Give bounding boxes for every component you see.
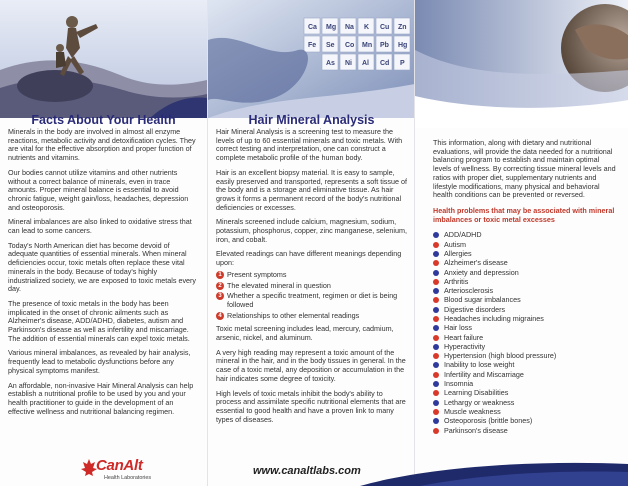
list-heading: Health problems that may be associated with mineral imbalances or toxic metal excesses [433,205,615,224]
column-health-problems [414,0,628,486]
health-problem-item [433,370,617,379]
health-problem-item [433,249,617,258]
health-problem-item [433,286,617,295]
bullet-dot-icon [433,390,439,396]
bullet-dot-icon [433,353,439,359]
number-badge: 2 [216,282,224,290]
facts-body [8,128,199,422]
health-problem-item [433,407,617,416]
health-problem-text: Arteriosclerosis [444,286,494,296]
numbered-item-text: Present symptoms [227,269,287,279]
logo-name: CanAlt [96,457,143,474]
health-problem-item [433,351,617,360]
health-problem-text: Heart failure [444,332,484,342]
svg-text:Mg: Mg [326,24,337,31]
svg-text:Hg: Hg [398,42,408,49]
health-problem-text: Inability to lose weight [444,360,515,370]
health-problem-text: Headaches including migraines [444,314,544,323]
svg-text:P: P [400,60,405,67]
bullet-dot-icon [433,279,439,285]
number-badge: 4 [216,312,224,320]
health-problem-text: Insomnia [444,379,474,389]
bullet-dot-icon [433,270,439,276]
bullet-dot-icon [433,242,439,248]
bullet-dot-icon [433,344,439,350]
svg-text:Cd: Cd [380,60,390,67]
bullet-dot-icon [433,260,439,266]
svg-text:K: K [364,24,370,31]
bullet-dot-icon [433,400,439,406]
bullet-dot-icon [433,418,439,424]
health-problem-item [433,323,617,332]
health-problem-text: Infertility and Miscarriage [444,369,524,379]
number-badge: 1 [216,271,224,279]
health-problem-item [433,295,617,304]
paragraph: A very high reading may represent a toxic amount of the mineral in the hair, and in the body tissues in general. In the case of a toxic metal, any deposition or accumulation in the hair indicates some degree of toxicity. [216,347,406,383]
health-problem-text: Blood sugar imbalances [444,295,521,305]
paragraph: Hair Mineral Analysis is a screening test to measure the levels of up to 60 essential minerals and toxic metals. With correct testing and interpretation, one can construct a complete metabolic profile of the human body. [216,127,403,163]
paragraph: Mineral imbalances are also linked to oxidative stress that can lead to some cancers. [8,217,192,236]
health-problem-item [433,416,617,425]
health-problem-text: Autism [444,239,466,249]
logo-subtitle: Health Laboratories [104,475,152,481]
health-problem-text: Lethargy or weakness [444,397,515,407]
numbered-item [216,312,407,321]
health-problem-text: ADD/ADHD [444,230,482,240]
numbered-item [216,271,407,280]
health-problem-text: Learning Disabilities [444,388,509,398]
svg-text:As: As [326,60,335,67]
numbered-item-text: The elevated mineral in question [227,280,331,290]
canalt-logo [80,456,200,482]
health-problem-item [433,258,617,267]
banner-globe [415,0,628,128]
health-problem-item [433,277,617,286]
paragraph: Elevated readings can have different meanings depending upon: [216,249,402,268]
health-problem-text: Muscle weakness [444,406,501,416]
health-problem-text: Digestive disorders [444,304,506,314]
health-problem-item [433,314,617,323]
bullet-dot-icon [433,362,439,368]
health-problem-item [433,379,617,388]
health-problems-body [433,139,617,435]
health-problem-item [433,398,617,407]
health-problem-text: Hair loss [444,323,472,333]
paragraph: Minerals screened include calcium, magnesium, sodium, potassium, phosphorus, copper, zinc manganese, selenium, iron, and cobalt. [216,217,407,244]
health-problem-text: Arthritis [444,276,469,286]
svg-text:Cu: Cu [380,24,390,31]
health-problem-item [433,360,617,369]
health-problem-item [433,388,617,397]
bullet-dot-icon [433,335,439,341]
bullet-dot-icon [433,232,439,238]
health-problem-text: Hypertension (high blood pressure) [444,351,557,361]
health-problem-text: Parkinson's disease [444,425,508,435]
svg-text:Ni: Ni [345,60,352,67]
health-problem-text: Hyperactivity [444,341,486,351]
health-problem-item [433,342,617,351]
banner-periodic-table [208,0,415,118]
bullet-dot-icon [433,307,439,313]
numbered-item-text: Relationships to other elemental readings [227,310,360,320]
health-problem-text: Anxiety and depression [444,267,519,277]
bullet-dot-icon [433,428,439,434]
paragraph: Toxic metal screening includes lead, mercury, cadmium, arsenic, nickel, and aluminum. [216,324,394,343]
column-facts [0,0,207,486]
paragraph: Our bodies cannot utilize vitamins and other nutrients without a correct balance of minerals, even in trace amounts. Proper mineral balance is essential to avoid chronic fatigue, weight gain/loss, headaches, depression and osteoporosis. [8,167,189,212]
column-hair-analysis [207,0,415,486]
paragraph: Various mineral imbalances, as revealed by hair analysis, frequently lead to metabolic dysfunctions before any physical symptoms manifest. [8,348,191,375]
paragraph: The presence of toxic metals in the body has been implicated in the onset of chronic ailments such as Alzheimer's disease, ADD/ADHD, diabetes, autism and Parkinson's disease as well as infertility and miscarriage. The addition of essential minerals can expel toxic metals. [8,298,190,343]
hair-analysis-body [216,128,407,430]
svg-text:Na: Na [345,24,354,31]
paragraph: An affordable, non-invasive Hair Mineral Analysis can help establish a nutritional profile to be used by you and your health practitioner to guide in the development of an effective wellness and nutritional balancing regimen. [8,380,194,416]
heading-hair-analysis: Hair Mineral Analysis [248,113,375,127]
health-problems-list [433,230,617,435]
numbered-list [216,271,407,321]
heading-facts: Facts About Your Health [31,113,176,127]
paragraph: Minerals in the body are involved in almost all enzyme reactions, metabolic activity and detoxification cycles. They are vital for the effective absorption and proper function of nutrients and vitamins. [8,127,196,163]
svg-text:Co: Co [345,42,355,49]
bullet-dot-icon [433,251,439,257]
svg-text:Se: Se [326,42,335,49]
svg-text:Al: Al [362,60,369,67]
website-link[interactable]: www.canaltlabs.com [253,465,361,477]
bullet-dot-icon [433,372,439,378]
number-badge: 3 [216,292,224,300]
paragraph: This information, along with dietary and nutritional evaluations, will provide the data needed for a nutritional balancing program to establish and maintain optimal levels of wellness. By correcting tissue mineral levels and ratios with proper diet, supplementary nutrients and lifestyle modifications, many physical and behavioral health conditions can be prevented or reversed. [433,138,616,200]
health-problem-item [433,230,617,239]
bullet-dot-icon [433,288,439,294]
health-problem-item [433,426,617,435]
numbered-item [216,282,407,291]
numbered-item-text: Whether a specific treatment, regimen or diet is being followed [227,291,398,309]
svg-text:Ca: Ca [308,24,317,31]
health-problem-item [433,333,617,342]
health-problem-item [433,305,617,314]
svg-text:Fe: Fe [308,42,317,49]
svg-text:Pb: Pb [380,42,389,49]
health-problem-text: Osteoporosis (brittle bones) [444,416,533,426]
paragraph: Hair is an excellent biopsy material. It is easy to sample, easily preserved and transported, represents a soft tissue of the body and is a storage and eliminative tissue. As hair grows it forms a permanent record of the body's nutritional deficiencies or excesses. [216,167,407,212]
paragraph: High levels of toxic metals inhibit the body's ability to process and assimilate specific nutritional elements that are essential to good health and have a proven link to many types of diseases. [216,388,406,424]
bullet-dot-icon [433,409,439,415]
health-problem-text: Alzheimer's disease [444,258,508,268]
health-problem-text: Allergies [444,248,472,258]
numbered-item [216,292,407,309]
health-problem-item [433,268,617,277]
svg-text:Mn: Mn [362,42,373,49]
bullet-dot-icon [433,297,439,303]
svg-text:Zn: Zn [398,24,407,31]
bullet-dot-icon [433,325,439,331]
bullet-dot-icon [433,316,439,322]
bullet-dot-icon [433,381,439,387]
health-problem-item [433,240,617,249]
banner-athletes [0,0,207,118]
paragraph: Today's North American diet has become devoid of adequate quantities of essential minerals. When mineral deficiencies occur, toxic metals often replace these vital minerals in the body. Because of today's highly industrialized society, we are exposed to toxic metals every day. [8,240,197,294]
